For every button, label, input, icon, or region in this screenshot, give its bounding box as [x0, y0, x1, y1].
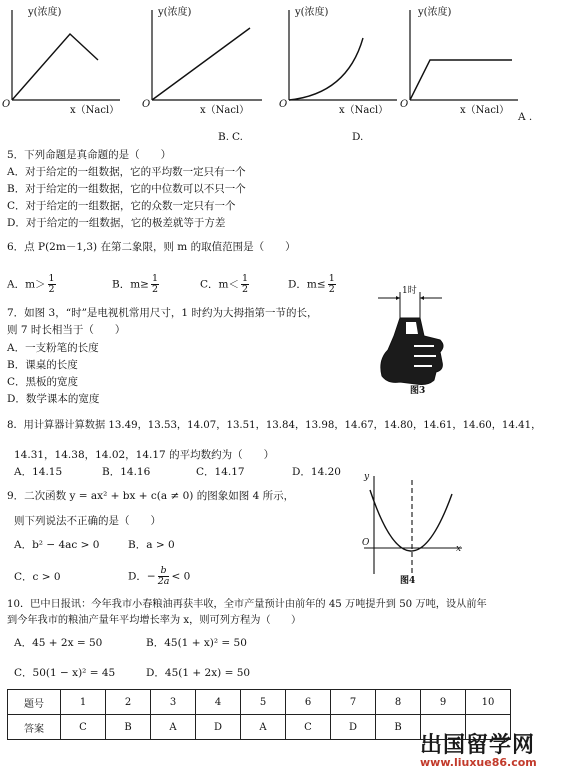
graph-d-xlabel: x（Nacl） [460, 105, 510, 116]
q10-option-a: A．45 + 2x = 50 [14, 637, 103, 649]
q6-b-fraction [151, 274, 159, 295]
q6-c-fraction [241, 274, 249, 295]
q9-option-c: C．c > 0 [14, 571, 61, 583]
answer-table-answer: D [196, 715, 241, 740]
q9-option-d [128, 566, 190, 587]
q6-c-den: 2 [242, 284, 249, 295]
q7-option-c: C．黑板的宽度 [7, 376, 79, 388]
q9-option-a: A．b² − 4ac > 0 [14, 539, 100, 551]
answer-table-number: 4 [196, 690, 241, 715]
q6-c-prefix: C．m＜ [200, 278, 239, 291]
q9-line2: 则下列说法不正确的是（ ） [14, 515, 161, 527]
q9-d-fraction [158, 566, 170, 587]
graph-a-ylabel: y(浓度) [28, 7, 62, 18]
q6-d-den: 2 [328, 284, 335, 295]
answer-table-number-row [8, 690, 511, 715]
watermark-url: www.liuxue86.com [420, 756, 537, 769]
q5-option-d: D．对于给定的一组数据，它的极差就等于方差 [7, 217, 226, 229]
graph-c [232, 0, 417, 143]
graph-a-caption: A . [518, 111, 533, 123]
q8-line2: 14.31，14.38，14.02，14.17 的平均数约为（ ） [14, 449, 275, 461]
answer-table-row2-label: 答案 [8, 715, 61, 740]
q9-line1: 9．二次函数 y = ax² + bx + c(a ≠ 0) 的图象如图 4 所示， [7, 490, 295, 502]
answer-table-answer: B [376, 715, 421, 740]
q7-option-b: B．课桌的长度 [7, 359, 78, 371]
q6-b-prefix: B．m≥ [112, 278, 149, 291]
graph-c-origin: O [279, 99, 288, 110]
q8-option-a: A．14.15 [14, 466, 63, 478]
graph-c-xlabel: x（Nacl） [339, 105, 389, 116]
q6-option-b [112, 274, 161, 295]
graph-b-origin: O [142, 99, 151, 110]
figure-3-caption: 图3 [410, 386, 426, 396]
q6-c-num: 1 [242, 273, 249, 284]
q6-b-num: 1 [151, 273, 159, 284]
figure-3-top-label: 1时 [402, 286, 417, 296]
graph-b [138, 0, 278, 143]
answer-table-number: 10 [466, 690, 511, 715]
q6-d-prefix: D．m≤ [288, 278, 326, 291]
graph-d-caption: D. [352, 131, 364, 143]
q10-option-c: C．50(1 − x)² = 45 [14, 667, 116, 679]
q8-line1: 8．用计算器计算数据 13.49，13.53，14.07，13.51，13.84，13.98，14.67，14.80，14.61，14.60，14.41， [7, 420, 542, 431]
q9-d-suffix: < 0 [171, 570, 191, 583]
q10-line1: 10．巴中日报讯：今年我市小春粮油再获丰收，全市产量预计由前年的 45 万吨提升到 50 万吨，设从前年 [7, 599, 487, 610]
graph-b-xlabel: x（Nacl） [200, 105, 250, 116]
q6-option-c [200, 274, 251, 295]
q7-option-d: D．数学课本的宽度 [7, 393, 100, 405]
answer-table-number: 2 [106, 690, 151, 715]
q10-option-d: D．45(1 + 2x) = 50 [146, 667, 251, 679]
q7-line2: 则 7 时长相当于（ ） [7, 324, 126, 336]
answer-table-row1-label: 题号 [8, 690, 61, 715]
q9-d-prefix: D．− [128, 570, 156, 583]
graph-c-ylabel: y(浓度) [295, 7, 329, 18]
q6-stem: 6．点 P(2m－1,3) 在第二象限，则 m 的取值范围是（ ） [7, 241, 296, 253]
graph-c-caption: C. [232, 131, 243, 143]
q6-option-a [7, 274, 58, 295]
watermark-main-text: 出国留学网 [420, 733, 536, 758]
figure-4 [360, 470, 470, 590]
q6-a-prefix: A．m＞ [7, 278, 46, 291]
graph-a-origin: O [2, 99, 11, 110]
q6-a-fraction [48, 274, 56, 295]
graph-a-svg [0, 0, 140, 115]
graph-b-ylabel: y(浓度) [158, 7, 192, 18]
q8-option-c: C．14.17 [196, 466, 245, 478]
graph-b-caption: B. [218, 131, 230, 143]
answer-table-number: 5 [241, 690, 286, 715]
figure-4-x-label: x [456, 544, 462, 554]
q7-line1: 7．如图 3，“时”是电视机常用尺寸，1 时约为大拇指第一节的长， [7, 307, 318, 319]
answer-table-number: 8 [376, 690, 421, 715]
answer-table-answer: B [106, 715, 151, 740]
figure-4-y-label: y [364, 472, 370, 482]
figure-4-origin: O [362, 538, 370, 548]
q9-d-num: b [158, 566, 170, 577]
answer-table-answer: A [241, 715, 286, 740]
graph-a-xlabel: x（Nacl） [70, 105, 120, 116]
q10-option-b: B．45(1 + x)² = 50 [146, 637, 247, 649]
parabola-graph [360, 470, 470, 590]
q6-a-den: 2 [48, 284, 55, 295]
answer-table-answer: D [331, 715, 376, 740]
figure-3 [370, 288, 450, 400]
q10-line2: 到今年我市的粮油产量年平均增长率为 x，则可列方程为（ ） [7, 615, 302, 626]
q7-option-a: A．一支粉笔的长度 [7, 342, 99, 354]
answer-table-answer: C [61, 715, 106, 740]
q9-option-b: B．a > 0 [128, 539, 175, 551]
graph-d-ylabel: y(浓度) [418, 7, 452, 18]
answer-table-answer: C [286, 715, 331, 740]
graph-d-origin: O [400, 99, 409, 110]
answer-table-number: 6 [286, 690, 331, 715]
q6-b-den: 2 [151, 284, 159, 295]
q8-option-d: D．14.20 [292, 466, 341, 478]
answer-table-number: 7 [331, 690, 376, 715]
q6-option-d [288, 274, 338, 295]
q5-option-c: C．对于给定的一组数据，它的众数一定只有一个 [7, 200, 236, 212]
q5-option-a: A．对于给定的一组数据，它的平均数一定只有一个 [7, 166, 246, 178]
answer-table-number: 9 [421, 690, 466, 715]
q6-d-num: 1 [328, 273, 335, 284]
q6-d-fraction [328, 274, 336, 295]
graph-d [352, 0, 538, 143]
q9-d-den: 2a [157, 576, 170, 587]
answer-table-answer: A [151, 715, 196, 740]
q5-stem: 5．下列命题是真命题的是（ ） [7, 149, 172, 161]
q6-a-num: 1 [48, 273, 55, 284]
graph-a [0, 0, 140, 119]
q5-option-b: B．对于给定的一组数据，它的中位数可以不只一个 [7, 183, 246, 195]
answer-table-number: 3 [151, 690, 196, 715]
answer-table-number: 1 [61, 690, 106, 715]
q8-option-b: B．14.16 [102, 466, 151, 478]
figure-4-caption: 图4 [400, 576, 416, 586]
